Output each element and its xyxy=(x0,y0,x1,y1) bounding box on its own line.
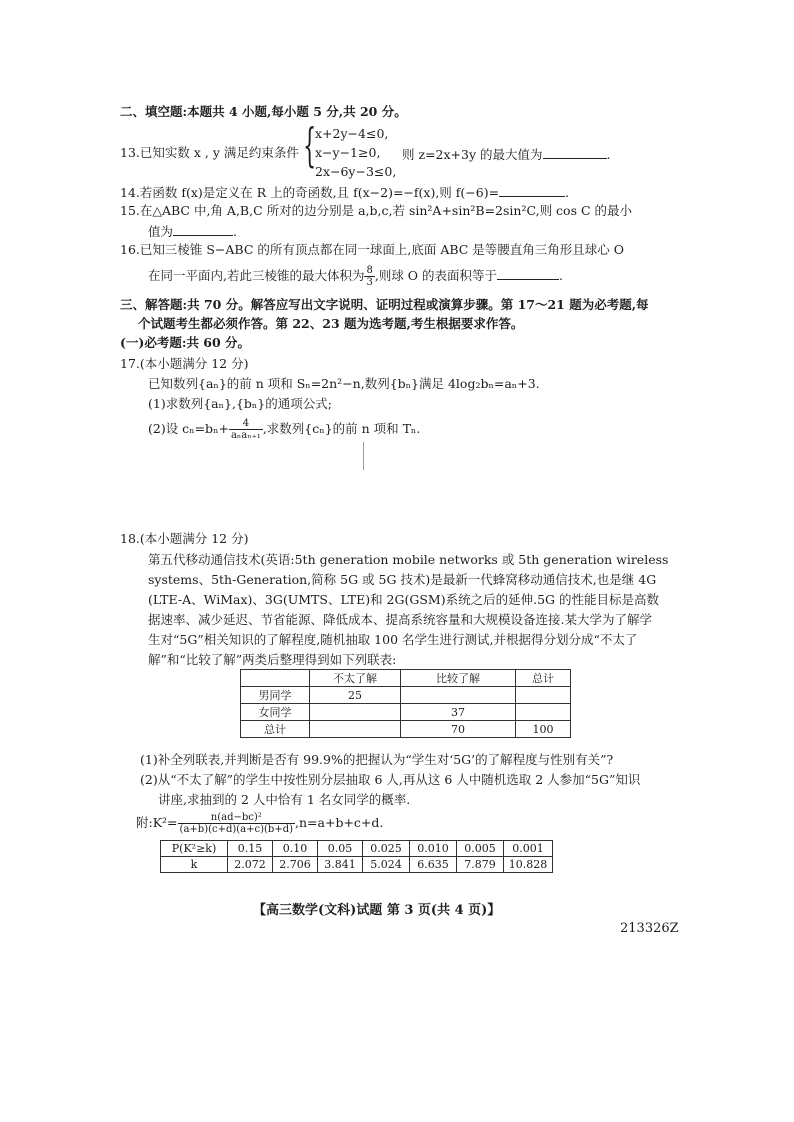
exam-code: 213326Z xyxy=(620,921,679,936)
contingency-table xyxy=(240,669,571,738)
q17-part2-text-b: ,求数列{cₙ}的前 n 项和 Tₙ. xyxy=(262,421,421,436)
q17-heading: 17.(本小题满分 12 分) xyxy=(120,356,249,371)
table-cell xyxy=(516,704,571,721)
q15-answer-blank xyxy=(173,222,233,236)
table-cell: 5.024 xyxy=(363,857,410,873)
table-cell xyxy=(401,687,516,704)
q17-frac-num: 4 xyxy=(229,418,263,430)
table-header: 总计 xyxy=(516,670,571,687)
q18-para-line5: 生对“5G”相关知识的了解程度,随机抽取 100 名学生进行测试,并根据得分划分成“不太了 xyxy=(148,632,638,647)
q17-part2-text-a: (2)设 cₙ=bₙ+ xyxy=(148,421,229,436)
table-cell: 0.10 xyxy=(273,841,318,857)
table-cell: 25 xyxy=(310,687,401,704)
critical-value-table xyxy=(160,840,553,873)
table-cell: 总计 xyxy=(241,721,310,738)
table-row xyxy=(161,857,553,873)
table-cell: 男同学 xyxy=(241,687,310,704)
q18-part1: (1)补全列联表,并判断是否有 99.9%的把握认为“学生对‘5G’的了解程度与性别有关”? xyxy=(140,752,614,767)
table-cell: 6.635 xyxy=(410,857,457,873)
table-cell: 0.005 xyxy=(457,841,504,857)
q16-line1: 16.已知三棱锥 S−ABC 的所有顶点都在同一球面上,底面 ABC 是等腰直角三角形且球心 O xyxy=(120,242,625,257)
q16-line2-text-a: 在同一平面内,若此三棱锥的最大体积为 xyxy=(148,268,365,283)
q14-end: . xyxy=(565,185,570,200)
table-cell: k xyxy=(161,857,228,873)
q14-text: 14.若函数 f(x)是定义在 R 上的奇函数,且 f(x−2)=−f(x),则 f(−6)= xyxy=(120,185,500,200)
table-cell: 0.05 xyxy=(318,841,363,857)
q17-frac-den: aₙaₙ₊₁ xyxy=(230,430,261,441)
table-cell: 0.15 xyxy=(228,841,273,857)
q14-answer-blank xyxy=(499,183,565,197)
table-cell xyxy=(310,721,401,738)
q18-part2-line1: (2)从“不太了解”的学生中按性别分层抽取 6 人,再从这 6 人中随机选取 2 人参加“5G”知识 xyxy=(140,772,641,787)
section3-title-line2: 个试题考生都必须作答。第 22、23 题为选考题,考生根据要求作答。 xyxy=(138,316,524,331)
q13-end: . xyxy=(606,147,611,162)
k2-frac-den: (a+b)(c+d)(a+c)(b+d) xyxy=(179,824,294,835)
q13-constraint-3: 2x−6y−3≤0, xyxy=(315,164,397,179)
q18-para-line6: 解”和“比较了解”两类后整理得到如下列联表: xyxy=(148,652,397,667)
q15-line1: 15.在△ABC 中,角 A,B,C 所对的边分别是 a,b,c,若 sin²A+sin²B=2sin²C,则 cos C 的最小 xyxy=(120,203,632,218)
k2-fraction xyxy=(178,812,295,835)
q13-brace: { xyxy=(303,118,317,172)
q16-answer-blank xyxy=(497,266,559,280)
table-row xyxy=(161,841,553,857)
q16-line2 xyxy=(148,265,563,288)
table-cell: 2.072 xyxy=(228,857,273,873)
q18-part2-line2: 讲座,求抽到的 2 人中恰有 1 名女同学的概率. xyxy=(158,792,411,807)
q16-volume-fraction xyxy=(364,265,374,288)
q15-line2 xyxy=(148,222,237,240)
q17-fraction xyxy=(229,418,263,441)
q15-line2-text: 值为 xyxy=(148,224,174,239)
q17-part1: (1)求数列{aₙ},{bₙ}的通项公式; xyxy=(148,396,332,411)
q18-para-line1: 第五代移动通信技术(英语:5th generation mobile networks 或 5th generation wireless xyxy=(148,552,669,567)
section3-required: (一)必考题:共 60 分。 xyxy=(120,335,251,350)
q16-end: . xyxy=(559,268,564,283)
q13-question-text: 则 z=2x+3y 的最大值为 xyxy=(402,147,543,162)
page-footer: 【高三数学(文科)试题 第 3 页(共 4 页)】 xyxy=(253,903,501,918)
q13-question xyxy=(402,145,610,163)
table-row xyxy=(241,687,571,704)
k2-frac-num: n(ad−bc)² xyxy=(178,812,295,824)
table-cell xyxy=(516,687,571,704)
table-cell: 37 xyxy=(401,704,516,721)
q13-constraint-2: x−y−1≥0, xyxy=(315,145,381,160)
table-cell xyxy=(310,704,401,721)
q13-constraint-1: x+2y−4≤0, xyxy=(315,126,389,141)
q18-para-line2: systems、5th-Generation,简称 5G 或 5G 技术)是最新一代蜂窝移动通信技术,也是继 4G xyxy=(148,572,657,587)
q16-frac-num: 8 xyxy=(366,265,373,276)
table-row xyxy=(241,670,571,687)
table-cell: 10.828 xyxy=(504,857,553,873)
table-cell: 0.025 xyxy=(363,841,410,857)
q16-line2-text-b: ,则球 O 的表面积等于 xyxy=(374,268,498,283)
table-header: 不太了解 xyxy=(310,670,401,687)
table-cell: 70 xyxy=(401,721,516,738)
k2-formula xyxy=(136,812,383,835)
table-cell: 3.841 xyxy=(318,857,363,873)
q16-frac-den: 3 xyxy=(366,277,373,288)
table-cell: 100 xyxy=(516,721,571,738)
section2-title: 二、填空题:本题共 4 小题,每小题 5 分,共 20 分。 xyxy=(120,104,407,119)
q14 xyxy=(120,183,569,201)
table-cell: 2.706 xyxy=(273,857,318,873)
q18-heading: 18.(本小题满分 12 分) xyxy=(120,531,249,546)
pen-mark xyxy=(363,442,364,470)
q13-answer-blank xyxy=(543,145,607,159)
table-row xyxy=(241,721,571,738)
q17-part2 xyxy=(148,418,420,441)
section3-title-line1: 三、解答题:共 70 分。解答应写出文字说明、证明过程或演算步骤。第 17～21 题为必考题,每 xyxy=(120,297,649,312)
q18-para-line4: 据速率、减少延迟、节省能源、降低成本、提高系统容量和大规模设备连接.某大学为了解学 xyxy=(148,612,652,627)
table-cell: P(K²≥k) xyxy=(161,841,228,857)
k2-label: 附:K²= xyxy=(136,815,178,830)
q18-para-line3: (LTE-A、WiMax)、3G(UMTS、LTE)和 2G(GSM)系统之后的延伸.5G 的性能目标是高数 xyxy=(148,592,659,607)
table-header: 比较了解 xyxy=(401,670,516,687)
table-row xyxy=(241,704,571,721)
q17-stem: 已知数列{aₙ}的前 n 项和 Sₙ=2n²−n,数列{bₙ}满足 4log₂bₙ=aₙ+3. xyxy=(148,376,540,391)
table-cell: 0.001 xyxy=(504,841,553,857)
table-cell xyxy=(241,670,310,687)
k2-n-def: ,n=a+b+c+d. xyxy=(295,815,384,830)
table-cell: 7.879 xyxy=(457,857,504,873)
table-cell: 女同学 xyxy=(241,704,310,721)
table-cell: 0.010 xyxy=(410,841,457,857)
q15-end: . xyxy=(233,224,237,239)
q13-stem: 13.已知实数 x , y 满足约束条件 xyxy=(120,145,299,160)
